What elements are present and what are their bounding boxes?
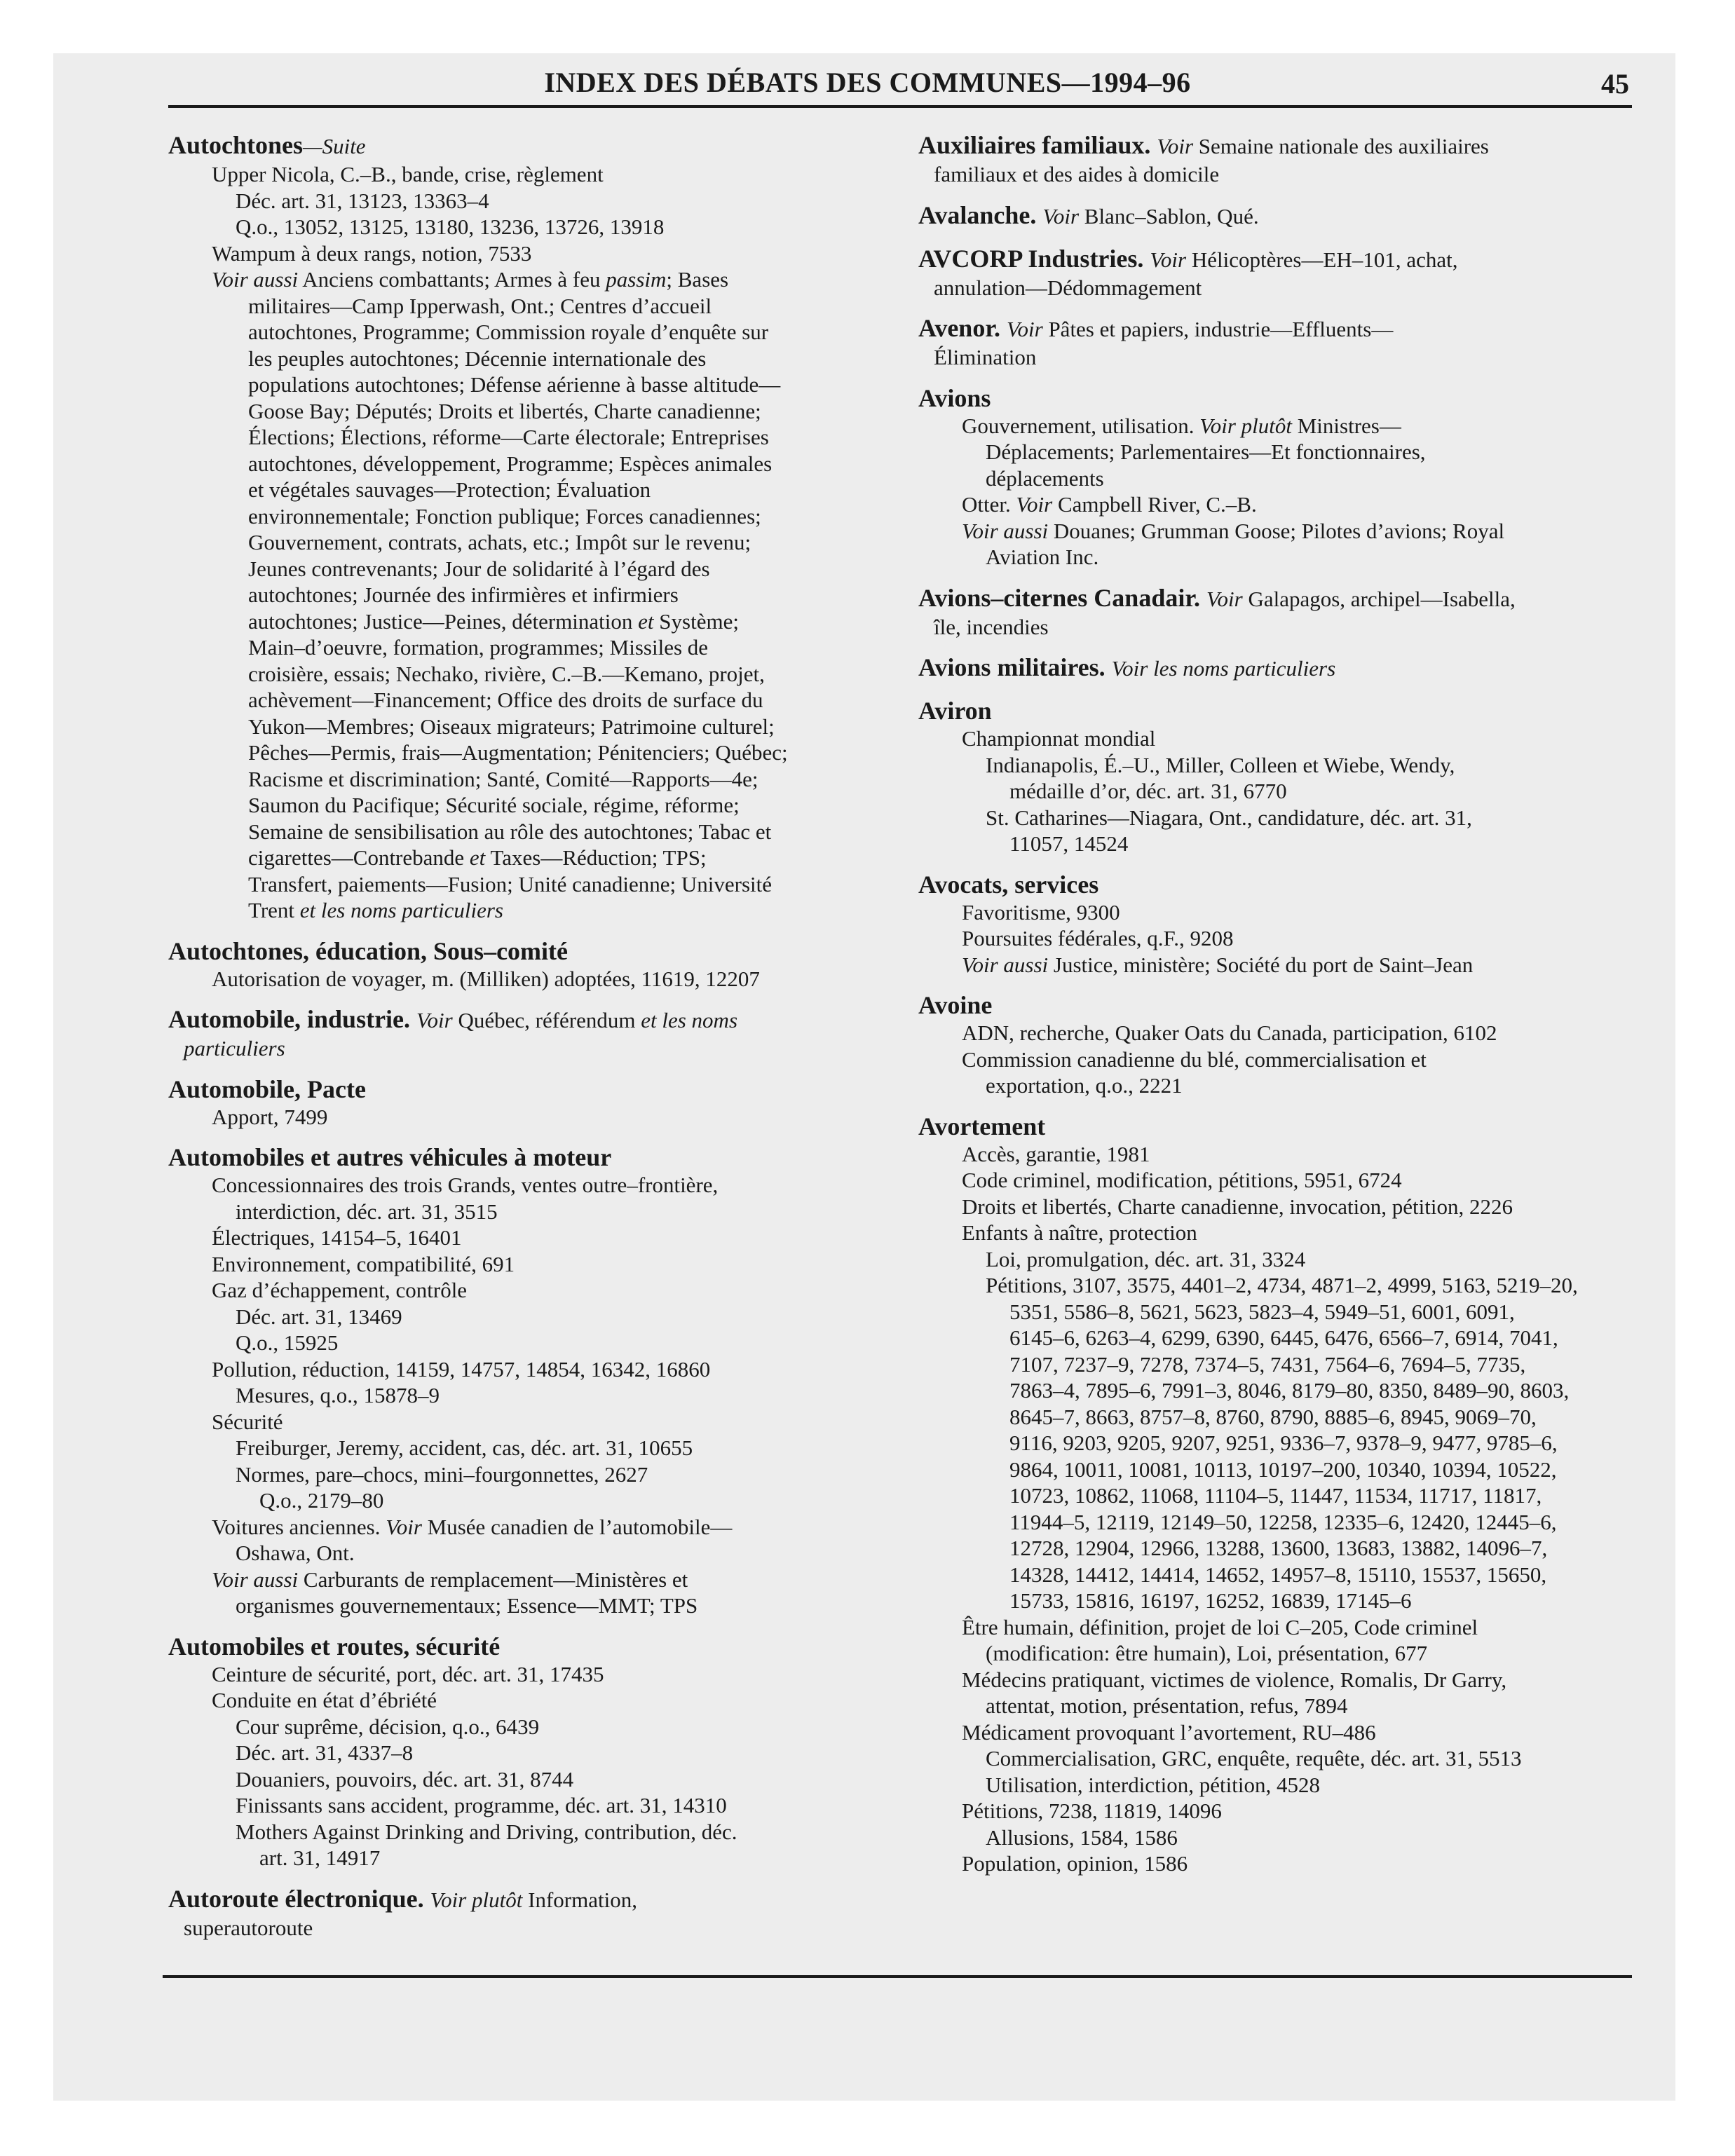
cross-ref: Élimination (934, 345, 1037, 369)
cross-ref: particuliers (184, 1036, 285, 1060)
subentry: Poursuites fédérales, q.F., 9208 (962, 926, 1234, 950)
subentry: Upper Nicola, C.–B., bande, crise, règlement (212, 162, 604, 186)
entry-heading: Avenor. (918, 314, 1000, 342)
petitions-subentry: Pétitions, 3107, 3575, 4401–2, 4734, 4871–2, 4999, 5163, 5219–20, (986, 1273, 1578, 1297)
subentry: Environnement, compatibilité, 691 (212, 1251, 515, 1276)
subentry: Code criminel, modification, pétitions, 5951, 6724 (962, 1168, 1402, 1192)
entry-heading: Automobiles et autres véhicules à moteur (168, 1143, 612, 1171)
subentry: Q.o., 15925 (236, 1330, 339, 1355)
petitions-cont: 15733, 15816, 16197, 16252, 16839, 17145–6 (1009, 1588, 1412, 1613)
subentry: St. Catharines—Niagara, Ont., candidature, déc. art. 31, (986, 805, 1472, 830)
see-also-line: autochtones; Journée des infirmières et infirmiers (248, 582, 679, 607)
subentry: Électriques, 14154–5, 16401 (212, 1225, 462, 1250)
subentry-cont: attentat, motion, présentation, refus, 7894 (986, 1693, 1348, 1718)
entry-heading: Avortement (918, 1112, 1046, 1140)
see-also-block: Voir aussi Carburants de remplacement—Ministères et (212, 1567, 688, 1592)
subentry: Commission canadienne du blé, commercialisation et (962, 1046, 1427, 1072)
see-also-line: Jeunes contrevenants; Jour de solidarité à l’égard des (248, 556, 710, 581)
cross-ref: familiaux et des aides à domicile (934, 162, 1220, 186)
petitions-cont: 14328, 14412, 14414, 14652, 14957–8, 15110, 15537, 15650, (1009, 1562, 1547, 1587)
entry-avortement (918, 1112, 1633, 1877)
entry-avocats (918, 870, 1633, 978)
entry-avenor: Avenor. Voir Pâtes et papiers, industrie—Effluents— Élimination (918, 313, 1633, 371)
see-also-line: et végétales sauvages—Protection; Évaluation (248, 477, 651, 502)
entry-avoine (918, 990, 1633, 1099)
entry-autochtones-education (168, 936, 875, 992)
entry-heading: Avions militaires. (918, 653, 1105, 681)
subentry: Mesures, q.o., 15878–9 (236, 1383, 440, 1407)
subentry: Pétitions, 7238, 11819, 14096 (962, 1799, 1222, 1823)
subentry: Médecins pratiquant, victimes de violence, Romalis, Dr Garry, (962, 1667, 1507, 1692)
entry-automobile-pacte (168, 1074, 875, 1131)
subentry: Gaz d’échappement, contrôle (212, 1278, 468, 1302)
entry-avalanche: Avalanche. Voir Blanc–Sablon, Qué. (918, 200, 1259, 229)
see-also-line: croisière, essais; Nechako, rivière, C.–B.—Kemano, projet, (248, 661, 765, 686)
footer-rule (163, 1975, 1632, 1978)
subentry: Être humain, définition, projet de loi C–205, Code criminel (962, 1614, 1478, 1639)
see-also-line: militaires—Camp Ipperwash, Ont.; Centres d’accueil (248, 293, 712, 318)
subentry: Utilisation, interdiction, pétition, 4528 (986, 1772, 1321, 1797)
subentry: Commercialisation, GRC, enquête, requête, déc. art. 31, 5513 (986, 1746, 1522, 1770)
entry-heading: Auxiliaires familiaux. (918, 131, 1151, 159)
entry-avions (918, 383, 1633, 571)
petitions-cont: 7107, 7237–9, 7278, 7374–5, 7431, 7564–6, 7694–5, 7735, (1009, 1351, 1526, 1377)
left-column (168, 130, 875, 1953)
subentry: ADN, recherche, Quaker Oats du Canada, participation, 6102 (962, 1021, 1497, 1045)
entry-avions-militaires: Avions militaires. Voir les noms particuliers (918, 653, 1336, 681)
entry-heading: AVCORP Industries. (918, 244, 1144, 273)
subentry: Pollution, réduction, 14159, 14757, 14854, 16342, 16860 (212, 1356, 711, 1381)
subentry-cont: 11057, 14524 (1009, 831, 1129, 856)
subentry: Autorisation de voyager, m. (Milliken) adoptées, 11619, 12207 (212, 966, 760, 991)
entry-autoroute: Autoroute électronique. Voir plutôt Information, superautoroute (168, 1884, 875, 1942)
see-also-line: Yukon—Membres; Oiseaux migrateurs; Patrimoine culturel; (248, 714, 775, 739)
entry-heading: Automobile, Pacte (168, 1074, 366, 1103)
subentry: Déc. art. 31, 13123, 13363–4 (236, 188, 489, 213)
subentry: Droits et libertés, Charte canadienne, invocation, pétition, 2226 (962, 1194, 1513, 1219)
subentry-cont: exportation, q.o., 2221 (986, 1073, 1183, 1098)
entry-heading: Avalanche. (918, 200, 1037, 229)
see-also-line: Pêches—Permis, frais—Augmentation; Pénitenciers; Québec; (248, 740, 788, 765)
entry-heading: Autoroute électronique. (168, 1884, 424, 1913)
see-also-line: autochtones, Programme; Commission royale d’enquête sur (248, 320, 769, 344)
subentry: Normes, pare–chocs, mini–fourgonnettes, 2627 (236, 1461, 648, 1487)
page-number: 45 (1601, 68, 1629, 100)
entry-heading: Automobiles et routes, sécurité (168, 1632, 501, 1660)
subentry: Loi, promulgation, déc. art. 31, 3324 (986, 1246, 1306, 1271)
see-also-line: Goose Bay; Députés; Droits et libertés, Charte canadienne; (248, 398, 761, 423)
see-also-passim: passim (606, 267, 667, 292)
see-also-block: Voir aussi Justice, ministère; Société du port de Saint–Jean (962, 952, 1474, 977)
see-also-line: Gouvernement, contrats, achats, etc.; Impôt sur le revenu; (248, 530, 751, 554)
subentry-cont: Oshawa, Ont. (236, 1541, 355, 1565)
subentry: Sécurité (212, 1409, 283, 1434)
petitions-cont: 5351, 5586–8, 5621, 5623, 5823–4, 5949–51, 6001, 6091, (1009, 1299, 1515, 1324)
subentry: Cour suprême, décision, q.o., 6439 (236, 1714, 540, 1739)
running-header: INDEX DES DÉBATS DES COMMUNES—1994–96 (544, 67, 1191, 98)
entry-heading: Avions (918, 383, 991, 412)
subentry: Q.o., 2179–80 (259, 1488, 384, 1513)
entry-automobile-industrie: Automobile, industrie. Voir Québec, référendum et les noms particuliers (168, 1004, 875, 1062)
subentry: Accès, garantie, 1981 (962, 1141, 1150, 1166)
subentry: Favoritisme, 9300 (962, 899, 1120, 925)
petitions-cont: 8645–7, 8663, 8757–8, 8760, 8790, 8885–6, 8945, 9069–70, (1009, 1404, 1537, 1429)
cross-ref: île, incendies (934, 614, 1049, 639)
see-also-block (212, 266, 875, 293)
entry-heading: Autochtones (168, 131, 304, 159)
subentry: Gouvernement, utilisation. Voir plutôt Ministres— (962, 413, 1401, 438)
header-rule (168, 105, 1632, 108)
see-also-line: Trent et les noms particuliers (248, 898, 503, 922)
see-also-line: Transfert, paiements—Fusion; Unité canadienne; Université (248, 871, 772, 896)
entry-suite: —Suite (303, 134, 366, 158)
see-also-line: organismes gouvernementaux; Essence—MMT; TPS (236, 1593, 698, 1618)
subentry-cont: déplacements (986, 465, 1104, 491)
entry-autochtones (168, 130, 875, 924)
entry-avcorp: AVCORP Industries. Voir Hélicoptères—EH–101, achat, annulation—Dédommagement (918, 244, 1633, 301)
subentry-cont: (modification: être humain), Loi, présentation, 677 (986, 1641, 1428, 1665)
see-also-line: autochtones, développement, Programme; Espèces animales (248, 451, 773, 476)
subentry: Médicament provoquant l’avortement, RU–486 (962, 1719, 1376, 1745)
petitions-cont: 9864, 10011, 10081, 10113, 10197–200, 10340, 10394, 10522, (1009, 1456, 1557, 1482)
see-also-line: populations autochtones; Défense aérienne à basse altitude— (248, 372, 781, 397)
subentry-cont: médaille d’or, déc. art. 31, 6770 (1009, 779, 1287, 803)
petitions-cont: 10723, 10862, 11068, 11104–5, 11447, 11534, 11717, 11817, (1009, 1483, 1542, 1508)
see-also-line: cigarettes—Contrebande et Taxes—Réduction; TPS; (248, 845, 707, 870)
see-also-line: Saumon du Pacifique; Sécurité sociale, régime, réforme; (248, 793, 740, 817)
subentry: Voitures anciennes. Voir Musée canadien de l’automobile— (212, 1514, 733, 1539)
subentry: Mothers Against Drinking and Driving, contribution, déc. (236, 1819, 737, 1844)
subentry-cont: Déplacements; Parlementaires—Et fonctionnaires, (986, 439, 1426, 464)
see-also-line: achèvement—Financement; Office des droits de surface du (248, 688, 763, 712)
subentry: Douaniers, pouvoirs, déc. art. 31, 8744 (236, 1766, 574, 1792)
petitions-cont: 6145–6, 6263–4, 6299, 6390, 6445, 6476, 6566–7, 6914, 7041, (1009, 1325, 1558, 1350)
see-also-label: Voir aussi (212, 267, 299, 292)
entry-auxiliaires: Auxiliaires familiaux. Voir Semaine nationale des auxiliaires familiaux et des aides à domicile (918, 130, 1633, 188)
see-also-text: Anciens combattants; Armes à feu (302, 267, 601, 292)
petitions-cont: 12728, 12904, 12966, 13288, 13600, 13683, 13882, 14096–7, (1009, 1536, 1548, 1560)
see-also-line: Main–d’oeuvre, formation, programmes; Missiles de (248, 635, 709, 660)
see-also-line: environnementale; Fonction publique; Forces canadiennes; (248, 503, 761, 528)
see-also-line: ; Bases (666, 267, 729, 292)
subentry: Apport, 7499 (212, 1104, 328, 1129)
subentry: Wampum à deux rangs, notion, 7533 (212, 240, 532, 266)
subentry: Ceinture de sécurité, port, déc. art. 31, 17435 (212, 1661, 604, 1686)
entry-heading: Avocats, services (918, 870, 1099, 899)
see-also-line: Élections; Élections, réforme—Carte électorale; Entreprises (248, 425, 769, 449)
entry-avions-citernes: Avions–citernes Canadair. Voir Galapagos, archipel—Isabella, île, incendies (918, 583, 1633, 641)
see-also-line: Aviation Inc. (986, 545, 1099, 569)
subentry: Conduite en état d’ébriété (212, 1688, 437, 1712)
petitions-cont: 11944–5, 12119, 12149–50, 12258, 12335–6, 12420, 12445–6, (1009, 1509, 1557, 1534)
subentry: Déc. art. 31, 4337–8 (236, 1740, 414, 1765)
entry-heading: Aviron (918, 697, 992, 725)
subentry: Championnat mondial (962, 726, 1156, 751)
entry-heading: Avions–citernes Canadair. (918, 583, 1201, 612)
subentry: Indianapolis, É.–U., Miller, Colleen et Wiebe, Wendy, (986, 752, 1455, 777)
subentry: Otter. Voir Campbell River, C.–B. (962, 492, 1257, 517)
entry-aviron (918, 696, 1633, 857)
subentry: Finissants sans accident, programme, déc. art. 31, 14310 (236, 1793, 727, 1817)
entry-heading: Autochtones, éducation, Sous–comité (168, 936, 569, 965)
subentry: Population, opinion, 1586 (962, 1851, 1188, 1876)
see-also-block: Voir aussi Douanes; Grumman Goose; Pilotes d’avions; Royal (962, 518, 1505, 543)
right-column (918, 130, 1633, 1890)
see-also-line: Semaine de sensibilisation au rôle des autochtones; Tabac et (248, 819, 772, 844)
subentry: Enfants à naître, protection (962, 1220, 1197, 1245)
petitions-cont: 7863–4, 7895–6, 7991–3, 8046, 8179–80, 8350, 8489–90, 8603, (1009, 1378, 1570, 1403)
petitions-cont: 9116, 9203, 9205, 9207, 9251, 9336–7, 9378–9, 9477, 9785–6, (1009, 1431, 1558, 1455)
subentry: Concessionnaires des trois Grands, ventes outre–frontière, (212, 1173, 719, 1197)
cross-ref: superautoroute (184, 1915, 313, 1940)
entry-heading: Avoine (918, 991, 993, 1019)
subentry: Déc. art. 31, 13469 (236, 1304, 402, 1329)
see-also-line: Racisme et discrimination; Santé, Comité—Rapports—4e; (248, 766, 758, 791)
subentry-cont: art. 31, 14917 (259, 1845, 381, 1870)
entry-automobiles-vehicules (168, 1142, 875, 1619)
subentry: Allusions, 1584, 1586 (986, 1824, 1178, 1850)
subentry-cont: interdiction, déc. art. 31, 3515 (236, 1199, 498, 1224)
cross-ref: annulation—Dédommagement (934, 275, 1202, 300)
subentry: Freiburger, Jeremy, accident, cas, déc. art. 31, 10655 (236, 1435, 693, 1460)
entry-heading: Automobile, industrie. (168, 1005, 411, 1033)
see-also-line: autochtones; Justice—Peines, détermination et Système; (248, 608, 739, 634)
entry-automobiles-routes (168, 1632, 875, 1871)
see-also-line: les peuples autochtones; Décennie internationale des (248, 346, 707, 371)
subentry: Q.o., 13052, 13125, 13180, 13236, 13726, 13918 (236, 214, 665, 239)
